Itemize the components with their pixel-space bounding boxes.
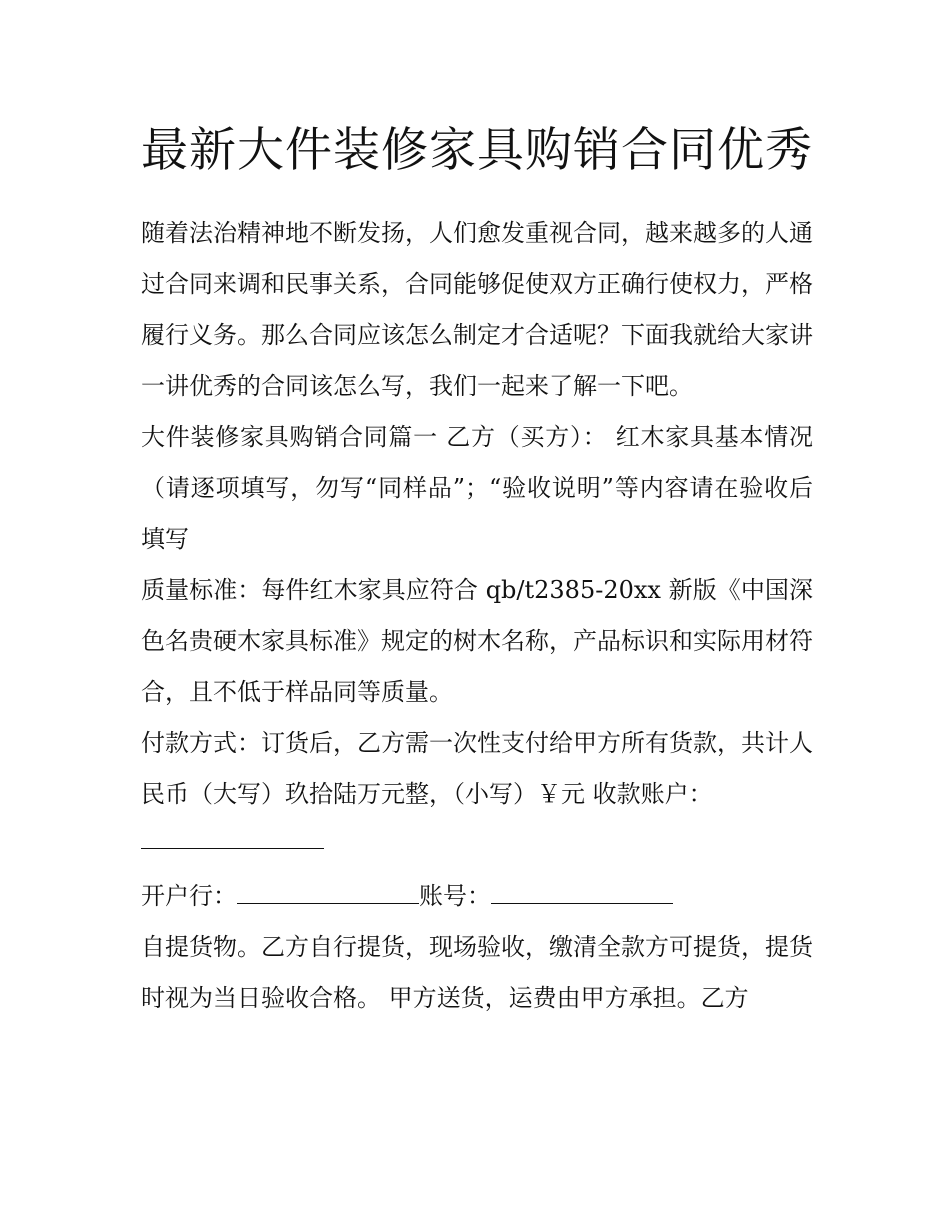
document-title: 最新大件装修家具购销合同优秀 xyxy=(141,123,813,178)
quality-standard-paragraph: 质量标准：每件红木家具应符合 qb/t2385-20xx 新版《中国深色名贵硬木家具标准》规定的树木名称，产品标识和实际用材符合，且不低于样品同等质量。 xyxy=(141,576,813,706)
receiving-account-blank-row xyxy=(141,820,813,871)
account-blank xyxy=(491,879,673,904)
bank-blank xyxy=(237,879,419,904)
section-intro-paragraph: 大件装修家具购销合同篇一 乙方（买方）： 红木家具基本情况 （请逐项填写，勿写“同样品”；“验收说明”等内容请在验收后填写 xyxy=(141,423,813,553)
intro-paragraph: 随着法治精神地不断发扬，人们愈发重视合同，越来越多的人通过合同来调和民事关系，合同能够促使双方正确行使权力，严格履行义务。那么合同应该怎么制定才合适呢？下面我就给大家讲一讲优秀的合同该怎么写，我们一起来了解一下吧。 xyxy=(141,219,813,400)
delivery-paragraph: 自提货物。乙方自行提货，现场验收，缴清全款方可提货，提货时视为当日验收合格。 甲方送货，运费由甲方承担。乙方 xyxy=(141,933,813,1012)
bank-account-line xyxy=(141,871,813,922)
payment-paragraph: 付款方式：订货后，乙方需一次性支付给甲方所有货款，共计人民币（大写）玖拾陆万元整，（小写）￥元 收款账户： xyxy=(141,729,813,808)
document-page xyxy=(141,112,813,1024)
bank-label: 开户行： xyxy=(141,882,237,910)
receiving-account-blank xyxy=(141,824,324,849)
account-label: 账号： xyxy=(419,882,491,910)
